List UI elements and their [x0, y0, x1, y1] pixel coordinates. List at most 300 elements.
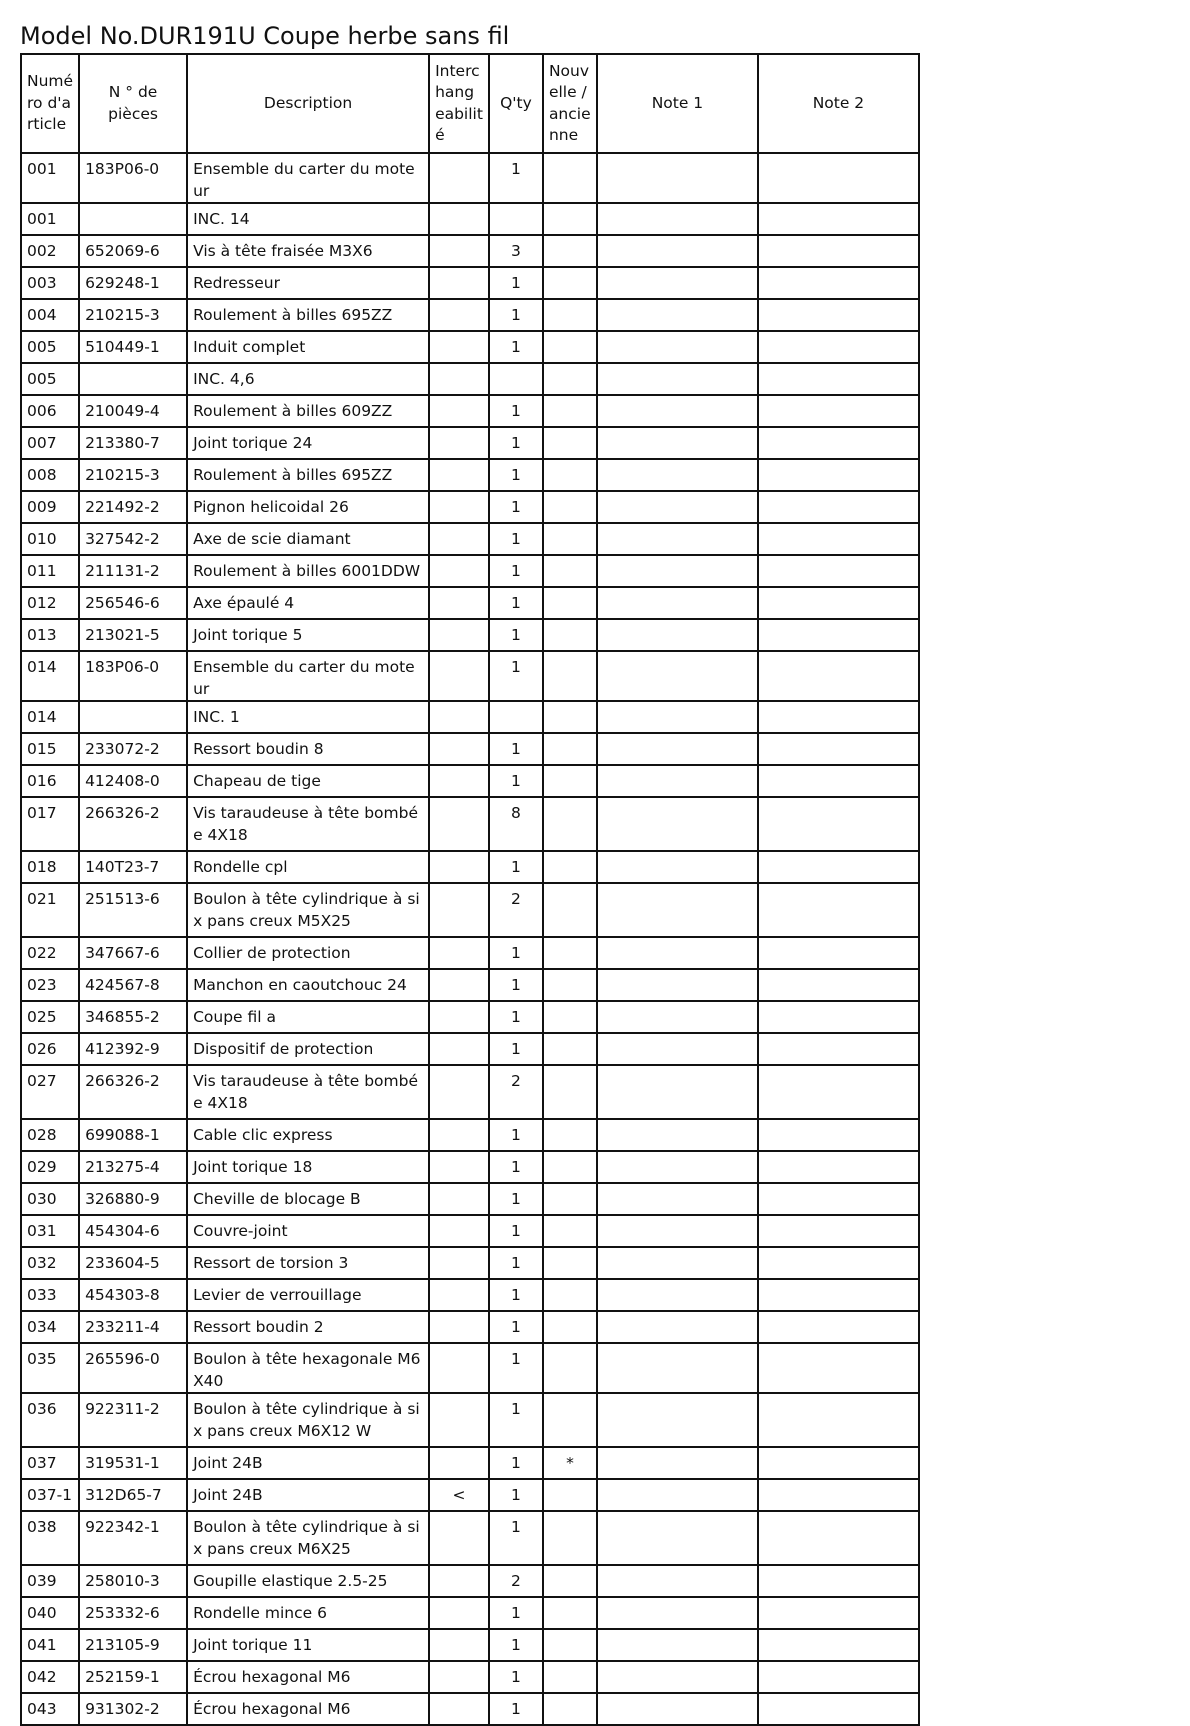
parts-table [20, 53, 920, 1726]
cell-new-old [543, 395, 597, 427]
cell-part-number: 233072-2 [79, 733, 187, 765]
cell-note-2 [758, 153, 919, 203]
cell-part-number: 213105-9 [79, 1629, 187, 1661]
cell-note-1 [597, 1343, 758, 1393]
cell-quantity [489, 701, 543, 733]
cell-note-2 [758, 969, 919, 1001]
cell-part-number [79, 203, 187, 235]
cell-new-old [543, 1151, 597, 1183]
table-row [21, 299, 919, 331]
cell-note-2 [758, 587, 919, 619]
cell-note-1 [597, 969, 758, 1001]
cell-part-number [79, 363, 187, 395]
cell-new-old [543, 883, 597, 937]
table-row [21, 651, 919, 701]
cell-note-1 [597, 701, 758, 733]
cell-new-old [543, 765, 597, 797]
table-row [21, 701, 919, 733]
cell-new-old [543, 203, 597, 235]
cell-note-2 [758, 851, 919, 883]
table-row [21, 1215, 919, 1247]
cell-note-1 [597, 203, 758, 235]
header-new-old: Nouv elle / ancie nne [543, 54, 597, 153]
cell-note-2 [758, 395, 919, 427]
cell-interchangeability [429, 299, 489, 331]
cell-description: Ressort de torsion 3 [187, 1247, 429, 1279]
table-row [21, 851, 919, 883]
table-row [21, 587, 919, 619]
cell-note-2 [758, 1151, 919, 1183]
cell-part-number: 510449-1 [79, 331, 187, 363]
cell-part-number: 265596-0 [79, 1343, 187, 1393]
cell-interchangeability [429, 1247, 489, 1279]
cell-part-number: 266326-2 [79, 797, 187, 851]
cell-interchangeability [429, 491, 489, 523]
cell-new-old [543, 701, 597, 733]
cell-note-2 [758, 299, 919, 331]
cell-interchangeability [429, 1001, 489, 1033]
cell-item-number: 027 [21, 1065, 79, 1119]
cell-new-old [543, 1311, 597, 1343]
cell-note-2 [758, 1565, 919, 1597]
cell-quantity: 1 [489, 651, 543, 701]
cell-item-number: 029 [21, 1151, 79, 1183]
cell-part-number: 253332-6 [79, 1597, 187, 1629]
cell-item-number: 001 [21, 203, 79, 235]
cell-part-number: 629248-1 [79, 267, 187, 299]
cell-note-1 [597, 937, 758, 969]
cell-quantity: 1 [489, 395, 543, 427]
cell-description: Vis taraudeuse à tête bombée 4X18 [187, 797, 429, 851]
cell-note-1 [597, 1247, 758, 1279]
cell-description: Dispositif de protection [187, 1033, 429, 1065]
cell-new-old [543, 651, 597, 701]
cell-quantity: 2 [489, 1565, 543, 1597]
cell-description: Joint torique 24 [187, 427, 429, 459]
page-title: Model No.DUR191U Coupe herbe sans fil [20, 22, 510, 50]
table-row [21, 765, 919, 797]
cell-description: Joint 24B [187, 1447, 429, 1479]
cell-note-1 [597, 153, 758, 203]
cell-part-number: 412392-9 [79, 1033, 187, 1065]
cell-new-old [543, 1119, 597, 1151]
cell-quantity: 1 [489, 1311, 543, 1343]
cell-description: Écrou hexagonal M6 [187, 1693, 429, 1725]
cell-item-number: 002 [21, 235, 79, 267]
cell-item-number: 031 [21, 1215, 79, 1247]
cell-note-2 [758, 363, 919, 395]
cell-interchangeability [429, 587, 489, 619]
cell-part-number [79, 701, 187, 733]
cell-new-old [543, 331, 597, 363]
cell-quantity: 1 [489, 1693, 543, 1725]
cell-quantity: 1 [489, 1447, 543, 1479]
cell-part-number: 213275-4 [79, 1151, 187, 1183]
cell-part-number: 454303-8 [79, 1279, 187, 1311]
cell-note-2 [758, 1511, 919, 1565]
header-part-number: N ° de pièces [79, 54, 187, 153]
cell-description: Ensemble du carter du moteur [187, 651, 429, 701]
table-row [21, 797, 919, 851]
table-row [21, 1247, 919, 1279]
cell-interchangeability [429, 1629, 489, 1661]
cell-note-1 [597, 1479, 758, 1511]
cell-note-2 [758, 1247, 919, 1279]
table-row [21, 203, 919, 235]
cell-new-old [543, 1215, 597, 1247]
cell-quantity: 1 [489, 267, 543, 299]
cell-item-number: 018 [21, 851, 79, 883]
cell-interchangeability [429, 1565, 489, 1597]
cell-part-number: 312D65-7 [79, 1479, 187, 1511]
cell-quantity: 1 [489, 1033, 543, 1065]
cell-description: Écrou hexagonal M6 [187, 1661, 429, 1693]
cell-item-number: 010 [21, 523, 79, 555]
cell-part-number: 211131-2 [79, 555, 187, 587]
cell-interchangeability [429, 851, 489, 883]
cell-description: Chapeau de tige [187, 765, 429, 797]
cell-note-1 [597, 491, 758, 523]
cell-quantity: 1 [489, 1479, 543, 1511]
cell-quantity: 1 [489, 331, 543, 363]
cell-interchangeability [429, 1511, 489, 1565]
cell-item-number: 007 [21, 427, 79, 459]
cell-note-1 [597, 267, 758, 299]
cell-part-number: 140T23-7 [79, 851, 187, 883]
cell-new-old [543, 619, 597, 651]
cell-interchangeability [429, 235, 489, 267]
cell-new-old [543, 587, 597, 619]
cell-description: Rondelle mince 6 [187, 1597, 429, 1629]
cell-note-1 [597, 851, 758, 883]
cell-quantity: 1 [489, 1511, 543, 1565]
cell-note-2 [758, 765, 919, 797]
table-row [21, 235, 919, 267]
cell-interchangeability [429, 1393, 489, 1447]
cell-description: Pignon helicoidal 26 [187, 491, 429, 523]
cell-description: Roulement à billes 6001DDW [187, 555, 429, 587]
header-note-2: Note 2 [758, 54, 919, 153]
cell-part-number: 213021-5 [79, 619, 187, 651]
cell-quantity [489, 203, 543, 235]
cell-quantity: 1 [489, 1151, 543, 1183]
cell-part-number: 258010-3 [79, 1565, 187, 1597]
cell-quantity: 1 [489, 153, 543, 203]
cell-item-number: 041 [21, 1629, 79, 1661]
cell-interchangeability [429, 1279, 489, 1311]
cell-description: Ressort boudin 2 [187, 1311, 429, 1343]
cell-item-number: 016 [21, 765, 79, 797]
cell-note-1 [597, 555, 758, 587]
cell-quantity: 1 [489, 851, 543, 883]
cell-item-number: 042 [21, 1661, 79, 1693]
cell-quantity: 1 [489, 1183, 543, 1215]
cell-note-2 [758, 1065, 919, 1119]
cell-new-old [543, 1511, 597, 1565]
cell-description: Goupille elastique 2.5-25 [187, 1565, 429, 1597]
cell-note-2 [758, 651, 919, 701]
cell-note-2 [758, 459, 919, 491]
cell-part-number: 221492-2 [79, 491, 187, 523]
cell-interchangeability [429, 331, 489, 363]
cell-quantity: 1 [489, 969, 543, 1001]
cell-part-number: 256546-6 [79, 587, 187, 619]
cell-item-number: 032 [21, 1247, 79, 1279]
cell-note-1 [597, 651, 758, 701]
cell-item-number: 003 [21, 267, 79, 299]
cell-new-old [543, 1247, 597, 1279]
cell-interchangeability [429, 363, 489, 395]
cell-quantity: 1 [489, 1001, 543, 1033]
cell-note-1 [597, 1511, 758, 1565]
cell-description: Redresseur [187, 267, 429, 299]
cell-new-old [543, 1693, 597, 1725]
cell-note-2 [758, 1311, 919, 1343]
cell-note-1 [597, 235, 758, 267]
cell-description: Axe épaulé 4 [187, 587, 429, 619]
table-row [21, 1033, 919, 1065]
cell-description: Couvre-joint [187, 1215, 429, 1247]
table-row [21, 363, 919, 395]
cell-note-2 [758, 555, 919, 587]
cell-item-number: 033 [21, 1279, 79, 1311]
cell-note-2 [758, 1343, 919, 1393]
cell-quantity: 1 [489, 1661, 543, 1693]
cell-item-number: 026 [21, 1033, 79, 1065]
cell-part-number: 412408-0 [79, 765, 187, 797]
cell-note-1 [597, 733, 758, 765]
cell-part-number: 210215-3 [79, 299, 187, 331]
cell-part-number: 233604-5 [79, 1247, 187, 1279]
cell-item-number: 038 [21, 1511, 79, 1565]
table-row [21, 427, 919, 459]
cell-item-number: 014 [21, 701, 79, 733]
cell-quantity: 1 [489, 1279, 543, 1311]
cell-quantity [489, 363, 543, 395]
cell-note-1 [597, 1033, 758, 1065]
cell-note-2 [758, 1447, 919, 1479]
cell-item-number: 008 [21, 459, 79, 491]
cell-interchangeability [429, 1065, 489, 1119]
cell-interchangeability [429, 1183, 489, 1215]
cell-interchangeability [429, 1597, 489, 1629]
cell-item-number: 036 [21, 1393, 79, 1447]
cell-note-2 [758, 1119, 919, 1151]
header-description: Description [187, 54, 429, 153]
cell-item-number: 021 [21, 883, 79, 937]
cell-description: Cable clic express [187, 1119, 429, 1151]
table-row [21, 1183, 919, 1215]
cell-interchangeability [429, 701, 489, 733]
cell-part-number: 326880-9 [79, 1183, 187, 1215]
cell-new-old [543, 797, 597, 851]
cell-item-number: 037 [21, 1447, 79, 1479]
cell-interchangeability [429, 1343, 489, 1393]
table-row [21, 969, 919, 1001]
cell-note-2 [758, 235, 919, 267]
cell-description: Roulement à billes 695ZZ [187, 459, 429, 491]
table-row [21, 1065, 919, 1119]
cell-quantity: 1 [489, 765, 543, 797]
cell-new-old [543, 1597, 597, 1629]
cell-note-2 [758, 733, 919, 765]
cell-description: Joint torique 5 [187, 619, 429, 651]
cell-part-number: 922311-2 [79, 1393, 187, 1447]
cell-item-number: 022 [21, 937, 79, 969]
cell-interchangeability [429, 1311, 489, 1343]
cell-new-old [543, 851, 597, 883]
table-header-row [21, 54, 919, 153]
cell-note-2 [758, 1393, 919, 1447]
table-row [21, 1151, 919, 1183]
cell-description: Ressort boudin 8 [187, 733, 429, 765]
cell-note-2 [758, 1033, 919, 1065]
cell-interchangeability [429, 765, 489, 797]
table-row [21, 1511, 919, 1565]
cell-note-2 [758, 1479, 919, 1511]
cell-note-1 [597, 523, 758, 555]
cell-part-number: 210049-4 [79, 395, 187, 427]
cell-note-2 [758, 203, 919, 235]
cell-note-2 [758, 491, 919, 523]
cell-note-2 [758, 1001, 919, 1033]
cell-note-2 [758, 331, 919, 363]
cell-interchangeability [429, 651, 489, 701]
cell-part-number: 183P06-0 [79, 651, 187, 701]
cell-description: Roulement à billes 695ZZ [187, 299, 429, 331]
cell-note-2 [758, 1629, 919, 1661]
cell-quantity: 1 [489, 1393, 543, 1447]
table-row [21, 523, 919, 555]
cell-note-2 [758, 883, 919, 937]
cell-new-old [543, 969, 597, 1001]
cell-description: Boulon à tête cylindrique à six pans creux M6X12 W [187, 1393, 429, 1447]
cell-interchangeability [429, 523, 489, 555]
cell-part-number: 454304-6 [79, 1215, 187, 1247]
table-row [21, 267, 919, 299]
cell-part-number: 327542-2 [79, 523, 187, 555]
cell-note-2 [758, 937, 919, 969]
cell-note-1 [597, 619, 758, 651]
table-row [21, 1119, 919, 1151]
cell-note-2 [758, 701, 919, 733]
cell-interchangeability [429, 1693, 489, 1725]
cell-quantity: 1 [489, 587, 543, 619]
table-row [21, 395, 919, 427]
cell-new-old [543, 555, 597, 587]
cell-new-old [543, 427, 597, 459]
cell-note-2 [758, 1183, 919, 1215]
cell-note-1 [597, 1393, 758, 1447]
cell-new-old [543, 1183, 597, 1215]
cell-part-number: 424567-8 [79, 969, 187, 1001]
cell-new-old [543, 1033, 597, 1065]
cell-interchangeability [429, 395, 489, 427]
cell-part-number: 183P06-0 [79, 153, 187, 203]
cell-item-number: 013 [21, 619, 79, 651]
cell-item-number: 034 [21, 1311, 79, 1343]
cell-note-2 [758, 1597, 919, 1629]
table-row [21, 619, 919, 651]
cell-note-1 [597, 1629, 758, 1661]
cell-description: Boulon à tête cylindrique à six pans creux M6X25 [187, 1511, 429, 1565]
cell-new-old [543, 1393, 597, 1447]
cell-item-number: 043 [21, 1693, 79, 1725]
cell-new-old [543, 1065, 597, 1119]
table-row [21, 1311, 919, 1343]
cell-note-2 [758, 1661, 919, 1693]
header-interchangeability: Interc hang eabilit é [429, 54, 489, 153]
cell-note-1 [597, 427, 758, 459]
cell-note-1 [597, 1001, 758, 1033]
cell-quantity: 2 [489, 883, 543, 937]
cell-interchangeability [429, 459, 489, 491]
cell-quantity: 1 [489, 733, 543, 765]
cell-new-old [543, 299, 597, 331]
cell-item-number: 017 [21, 797, 79, 851]
cell-new-old [543, 235, 597, 267]
cell-new-old [543, 363, 597, 395]
table-row [21, 883, 919, 937]
cell-item-number: 035 [21, 1343, 79, 1393]
cell-interchangeability [429, 1215, 489, 1247]
cell-item-number: 006 [21, 395, 79, 427]
cell-interchangeability [429, 267, 489, 299]
cell-item-number: 023 [21, 969, 79, 1001]
cell-new-old [543, 523, 597, 555]
cell-note-1 [597, 299, 758, 331]
cell-part-number: 319531-1 [79, 1447, 187, 1479]
table-row [21, 1001, 919, 1033]
cell-quantity: 1 [489, 1597, 543, 1629]
cell-description: Induit complet [187, 331, 429, 363]
table-row [21, 491, 919, 523]
cell-description: Boulon à tête hexagonale M6X40 [187, 1343, 429, 1393]
header-quantity: Q'ty [489, 54, 543, 153]
cell-note-1 [597, 797, 758, 851]
table-row [21, 459, 919, 491]
table-row [21, 1661, 919, 1693]
cell-part-number: 347667-6 [79, 937, 187, 969]
cell-interchangeability [429, 733, 489, 765]
cell-description: Ensemble du carter du moteur [187, 153, 429, 203]
cell-description: Vis à tête fraisée M3X6 [187, 235, 429, 267]
cell-interchangeability [429, 153, 489, 203]
cell-interchangeability [429, 1661, 489, 1693]
cell-interchangeability [429, 969, 489, 1001]
cell-new-old [543, 1279, 597, 1311]
cell-interchangeability [429, 937, 489, 969]
cell-quantity: 1 [489, 491, 543, 523]
cell-note-1 [597, 1119, 758, 1151]
cell-description: Joint torique 18 [187, 1151, 429, 1183]
cell-description: INC. 14 [187, 203, 429, 235]
cell-new-old [543, 1479, 597, 1511]
cell-note-1 [597, 1065, 758, 1119]
cell-item-number: 030 [21, 1183, 79, 1215]
cell-description: Joint 24B [187, 1479, 429, 1511]
cell-quantity: 8 [489, 797, 543, 851]
cell-note-1 [597, 331, 758, 363]
cell-description: Cheville de blocage B [187, 1183, 429, 1215]
table-row [21, 1447, 919, 1479]
cell-description: Collier de protection [187, 937, 429, 969]
cell-quantity: 1 [489, 1343, 543, 1393]
cell-part-number: 252159-1 [79, 1661, 187, 1693]
cell-interchangeability [429, 1447, 489, 1479]
cell-note-1 [597, 587, 758, 619]
cell-description: Joint torique 11 [187, 1629, 429, 1661]
